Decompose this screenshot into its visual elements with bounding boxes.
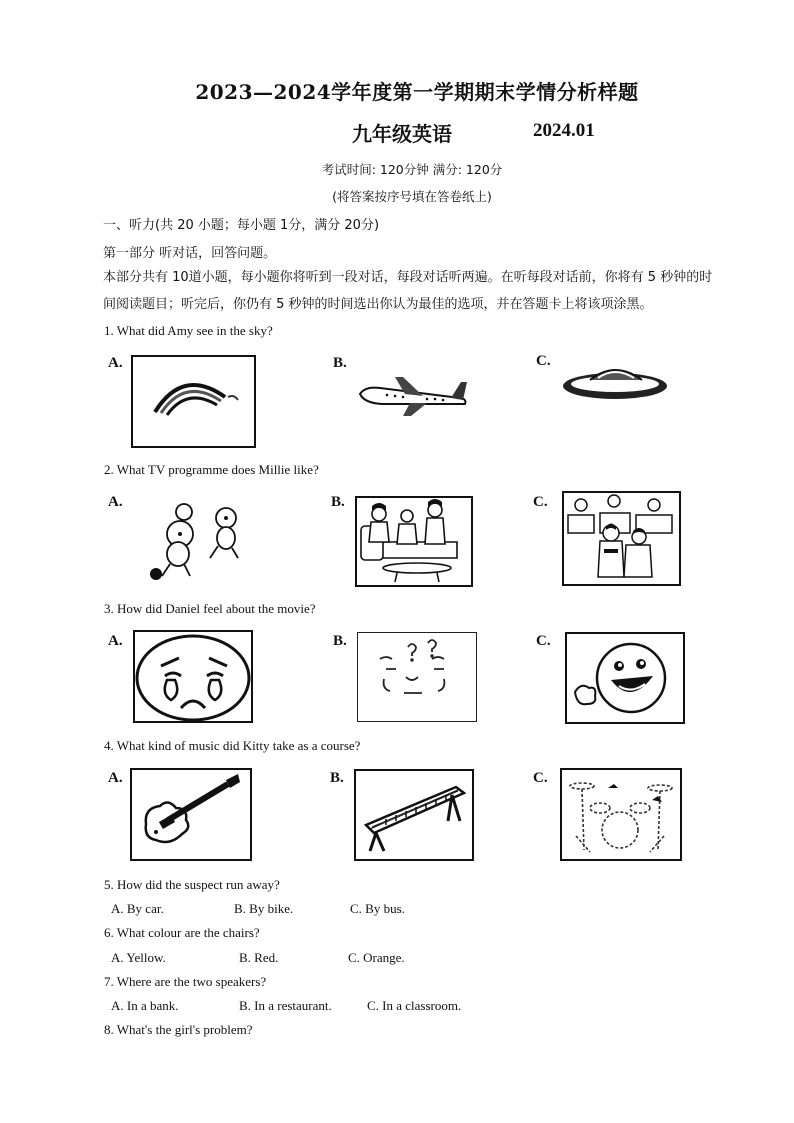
option-b[interactable]: B. In a restaurant. (239, 998, 332, 1013)
option-letter: A. (108, 633, 123, 649)
option-letter: B. (331, 494, 345, 510)
option-letter: B. (333, 355, 347, 371)
option-b[interactable]: B. By bike. (234, 901, 294, 916)
question-text: What TV programme does Millie like? (116, 462, 319, 477)
option-picture[interactable] (131, 355, 256, 448)
ufo-icon (560, 358, 675, 408)
question-1: 1. What did Amy see in the sky? (104, 323, 273, 338)
option-c[interactable]: C. By bus. (350, 901, 405, 916)
question-3: 3. How did Daniel feel about the movie? (104, 601, 316, 616)
crying-face-icon (135, 632, 251, 721)
option-picture[interactable] (562, 491, 681, 586)
option-letter: C. (536, 633, 551, 649)
exam-info: 考试时间: 120分钟 满分: 120分 (321, 162, 503, 177)
question-text: Where are the two speakers? (116, 974, 267, 989)
exam-date: 2024.01 (533, 120, 595, 141)
cartoon-pigs-icon (148, 496, 248, 586)
section-heading: 一、听力(共 20 小题；每小题 1分，满分 20分) (103, 218, 380, 233)
question-text: How did Daniel feel about the movie? (117, 601, 316, 616)
question-7: 7. Where are the two speakers? (104, 974, 267, 989)
question-2: 2. What TV programme does Millie like? (104, 462, 319, 477)
question-6: 6. What colour are the chairs? (104, 925, 260, 940)
option-a[interactable]: A. In a bank. (111, 998, 179, 1013)
option-picture[interactable] (130, 768, 252, 861)
option-c[interactable]: C. In a classroom. (367, 998, 462, 1013)
question-4: 4. What kind of music did Kitty take as a course? (104, 738, 361, 753)
option-picture[interactable] (354, 769, 474, 861)
option-picture[interactable] (148, 496, 248, 586)
question-8: 8. What's the girl's problem? (104, 1022, 253, 1037)
confused-face-icon (358, 633, 475, 720)
question-text: What's the girl's problem? (116, 1022, 253, 1037)
option-letter: A. (108, 355, 123, 371)
talk-show-icon (564, 493, 679, 584)
option-letter: B. (330, 770, 344, 786)
answer-instruction: (将答案按序号填在答卷纸上) (332, 189, 492, 204)
option-picture[interactable] (355, 372, 475, 417)
option-letter: A. (108, 770, 123, 786)
option-picture[interactable] (560, 768, 682, 861)
option-picture[interactable] (133, 630, 253, 723)
option-picture[interactable] (355, 496, 473, 587)
question-text: What colour are the chairs? (116, 925, 260, 940)
electric-guitar-icon (132, 770, 250, 859)
laughing-face-icon (567, 634, 683, 722)
question-text: What kind of music did Kitty take as a course? (116, 738, 361, 753)
question-text: What did Amy see in the sky? (116, 323, 273, 338)
drum-kit-icon (562, 770, 680, 859)
option-letter: C. (533, 494, 548, 510)
option-letter: C. (536, 353, 551, 369)
family-sofa-icon (357, 498, 471, 585)
section-description: 本部分共有 10道小题，每小题你将听到一段对话，每段对话听两遍。在听每段对话前，你将有 5 秒钟的时间阅读题目；听完后，你仍有 5 秒钟的时间选出你认为最佳的选项，并在答题卡上将该项涂黑。 (103, 270, 713, 312)
option-letter: A. (108, 494, 123, 510)
option-a[interactable]: A. By car. (111, 901, 164, 916)
airplane-icon (355, 372, 475, 417)
option-letter: B. (333, 633, 347, 649)
rainbow-icon (133, 357, 254, 446)
option-picture[interactable] (565, 632, 685, 724)
question-text: How did the suspect run away? (117, 877, 280, 892)
option-picture[interactable] (357, 632, 477, 722)
page-title: 2023—2024学年度第一学期期末学情分析样题 (195, 80, 639, 104)
option-picture[interactable] (560, 358, 675, 408)
option-b[interactable]: B. Red. (239, 950, 279, 965)
guzheng-icon (356, 771, 472, 859)
question-5: 5. How did the suspect run away? (104, 877, 280, 892)
option-a[interactable]: A. Yellow. (111, 950, 166, 965)
option-c[interactable]: C. Orange. (348, 950, 405, 965)
option-letter: C. (533, 770, 548, 786)
exam-subject: 九年级英语 (352, 122, 452, 146)
part-heading: 第一部分 听对话，回答问题。 (103, 246, 277, 261)
